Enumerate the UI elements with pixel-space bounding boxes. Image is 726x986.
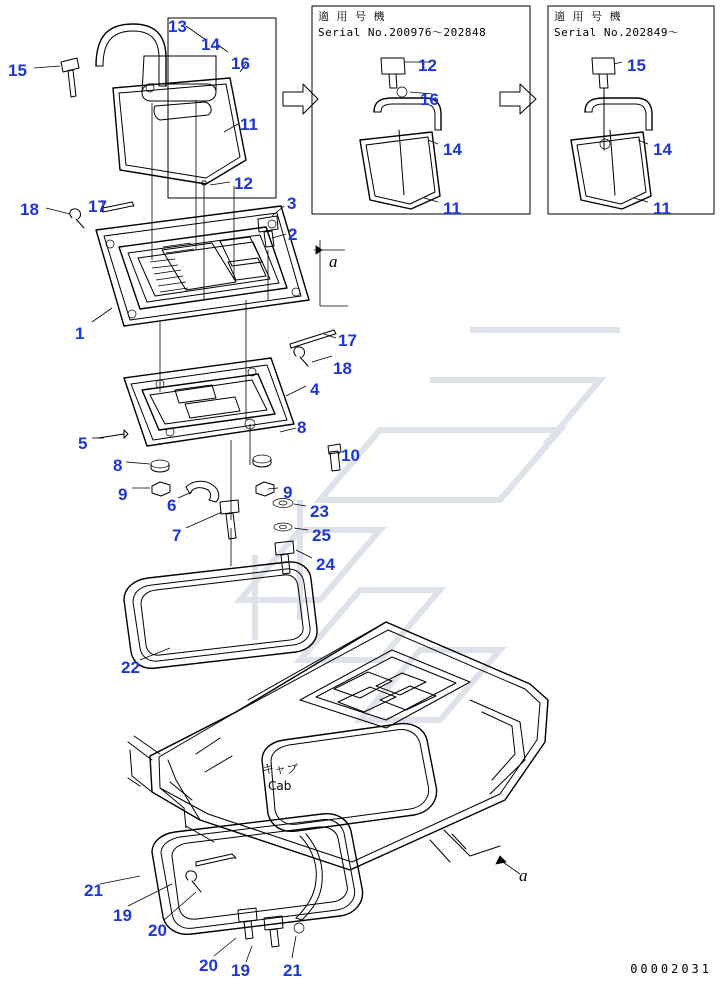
inset-left-content — [360, 58, 441, 209]
cab-label-jp: キャブ — [262, 762, 299, 776]
callout-25-main-23: 25 — [312, 526, 331, 545]
callout-6-main-19: 6 — [167, 496, 177, 515]
callout-19-main-27: 19 — [113, 906, 132, 925]
inset-left-serial: Serial No.200976〜202848 — [318, 26, 487, 39]
inset-right-content — [571, 58, 652, 209]
callout-23-main-21: 23 — [310, 502, 329, 521]
callout-5-main-16: 5 — [78, 434, 88, 453]
watermark — [240, 330, 620, 720]
callout-21-main-26: 21 — [84, 881, 103, 900]
pin-17-upper — [103, 202, 134, 212]
callout-24-main-24: 24 — [316, 555, 335, 574]
callout-7-main-22: 7 — [172, 526, 182, 545]
callout-14-main-1: 14 — [201, 35, 220, 54]
callout-22-main-25: 22 — [121, 658, 140, 677]
callout-15-main-3: 15 — [8, 61, 27, 80]
callout-14-insetright-1: 14 — [653, 140, 672, 159]
roof-hatch-frame-1 — [96, 206, 309, 326]
inset-left-title: 適 用 号 機 — [318, 10, 387, 23]
seal-22 — [124, 562, 317, 668]
callout-17-main-6: 17 — [88, 197, 107, 216]
callout-21-main-31: 21 — [283, 961, 302, 980]
callout-11-insetright-2: 11 — [653, 199, 671, 218]
hardware-group — [98, 430, 341, 574]
callout-12-main-5: 12 — [234, 174, 253, 193]
callout-4-main-13: 4 — [310, 380, 320, 399]
upper-left-detail-box — [168, 18, 276, 198]
callout-3-main-7: 3 — [287, 194, 297, 213]
callout-16-insetleft-1: 16 — [420, 90, 439, 109]
pin-17-right — [290, 330, 336, 348]
arrow-to-inset-right — [500, 84, 536, 114]
callout-10-main-15: 10 — [341, 446, 360, 465]
callout-18-main-12: 18 — [333, 359, 352, 378]
inset-right-title: 適 用 号 機 — [554, 10, 623, 23]
callout-17-main-11: 17 — [338, 331, 357, 350]
section-mark-a-2: a — [519, 866, 528, 885]
callout-20-main-28: 20 — [148, 921, 167, 940]
inner-frame-4 — [124, 358, 294, 446]
clip-18-upper — [70, 209, 84, 228]
callout-9-main-20: 9 — [283, 483, 293, 502]
callout-1-main-10: 1 — [75, 324, 85, 343]
callout-18-main-8: 18 — [20, 200, 39, 219]
callout-2-main-9: 2 — [288, 225, 298, 244]
callout-8-main-17: 8 — [113, 456, 123, 475]
callout-11-insetleft-3: 11 — [443, 199, 461, 218]
callout-20-main-29: 20 — [199, 956, 218, 975]
callout-19-main-30: 19 — [231, 961, 250, 980]
lower-frame-assembly — [152, 814, 363, 947]
section-mark-a-1: a — [329, 252, 338, 271]
arrow-to-inset-left — [283, 84, 318, 114]
fastener-3-2 — [258, 216, 278, 247]
callout-11-main-4: 11 — [240, 115, 258, 134]
drawing-part-number: 00002031 — [630, 962, 712, 976]
callout-16-main-2: 16 — [231, 54, 250, 73]
inset-right-serial: Serial No.202849〜 — [554, 26, 680, 39]
clip-18-right — [294, 347, 308, 366]
callout-15-insetright-0: 15 — [627, 56, 646, 75]
cab-label-en: Cab — [268, 779, 292, 793]
callout-12-insetleft-0: 12 — [418, 56, 437, 75]
callout-9-main-18: 9 — [118, 485, 128, 504]
callout-13-main-0: 13 — [168, 17, 187, 36]
callout-8-main-14: 8 — [297, 418, 307, 437]
callout-14-insetleft-2: 14 — [443, 140, 462, 159]
